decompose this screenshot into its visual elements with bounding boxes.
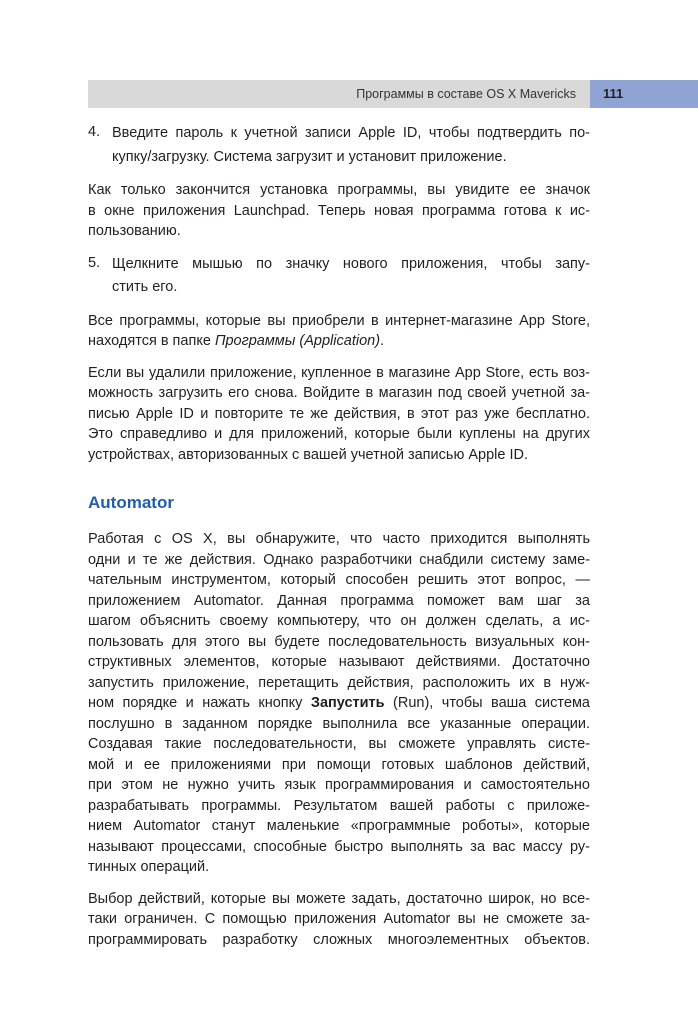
text-line: тинных операций. — [88, 859, 210, 875]
italic-text: Программы (Application) — [214, 333, 381, 349]
text-line: программировать разработку сложных многоэлементных объектов. — [88, 931, 590, 948]
text-line: стить его. — [112, 279, 178, 295]
list-number: 4. — [88, 124, 101, 140]
paragraph — [88, 889, 590, 951]
text-line: Работая с OS X, вы обнаружите, что часто приходится выполнять — [88, 531, 590, 547]
text-line: Как только закончится установка программы, вы увидите ее значок — [88, 182, 590, 198]
text-line: одни и те же действия. Однако разработчики снабдили систему заме- — [88, 551, 590, 568]
text-segment: находятся в папке — [88, 333, 215, 349]
text-line: послушно в заданном порядке выполнила все указанные операции. — [88, 715, 590, 732]
text-line — [88, 693, 590, 714]
numbered-list-item — [88, 253, 590, 300]
text-line: Это справедливо и для приложений, которые были куплены на других — [88, 426, 590, 442]
text-line: таки ограничен. С помощью приложения Automator вы не сможете за- — [88, 911, 590, 927]
text-line: чательным инструментом, который способен решить этот вопрос, — — [88, 572, 590, 588]
running-header — [88, 80, 590, 108]
text-line: нием Automator станут маленькие «программные роботы», которые — [88, 818, 590, 834]
text-line: разрабатывать программы. Результатом вашей работы с приложе- — [88, 797, 590, 814]
numbered-list-item — [88, 122, 590, 169]
text-line: запустить приложение, перетащить действия, расположить их в нуж- — [88, 674, 590, 691]
text-line: можность загрузить его снова. Войдите в магазин под своей учетной за- — [88, 385, 590, 401]
text-line: Введите пароль к учетной записи Apple ID, чтобы подтвердить по- — [112, 125, 590, 141]
text-line: Если вы удалили приложение, купленное в магазине App Store, есть воз- — [88, 364, 590, 381]
page-number-box — [590, 80, 698, 108]
text-line: в окне приложения Launchpad. Теперь новая программа готова к ис- — [88, 202, 590, 219]
running-header-title: Программы в составе OS X Mavericks — [356, 87, 576, 101]
text-segment: . — [380, 333, 385, 349]
text-line: называют процессами, способные быстро выполнять за вас массу ру- — [88, 838, 590, 855]
text-line: купку/загрузку. Система загрузит и установит приложение. — [112, 148, 507, 165]
page-body — [88, 122, 590, 961]
bold-text: Запустить — [310, 695, 385, 711]
text-line — [88, 331, 590, 352]
text-line: приложением Automator. Данная программа поможет вам шаг за — [88, 592, 590, 609]
text-line: при этом не нужно учить язык программирования и самостоятельно — [88, 777, 590, 793]
text-line: Щелкните мышью по значку нового приложения, чтобы запу- — [112, 255, 590, 272]
text-line: шагом объяснить своему компьютеру, что он должен сделать, а ис- — [88, 613, 590, 629]
text-line: писью Apple ID и повторите те же действия, в этот раз уже бесплатно. — [88, 405, 590, 422]
list-number: 5. — [88, 254, 101, 271]
text-line: Создавая такие последовательности, вы сможете управлять систе- — [88, 736, 590, 752]
text-line: пользованию. — [88, 223, 181, 239]
text-segment: ном порядке и нажать кнопку — [88, 695, 311, 711]
text-line: пользовать для этого вы будете последовательность визуальных кон- — [88, 633, 590, 650]
paragraph — [88, 311, 590, 352]
text-line: Все программы, которые вы приобрели в интернет-магазине App Store, — [88, 312, 590, 329]
page-number: 111 — [603, 86, 624, 101]
text-line: структивных элементов, которые называют действиями. Достаточно — [88, 654, 590, 670]
text-line: устройствах, авторизованных с вашей учетной записью Apple ID. — [88, 446, 528, 463]
paragraph — [88, 529, 590, 878]
paragraph — [88, 363, 590, 466]
text-line: Выбор действий, которые вы можете задать, достаточно широк, но все- — [88, 890, 590, 907]
paragraph — [88, 180, 590, 242]
text-line: мой и ее приложениями при помощи готовых шаблонов действий, — [88, 756, 590, 773]
section-heading: Automator — [88, 493, 174, 512]
text-segment: (Run), чтобы ваша система — [384, 695, 590, 711]
